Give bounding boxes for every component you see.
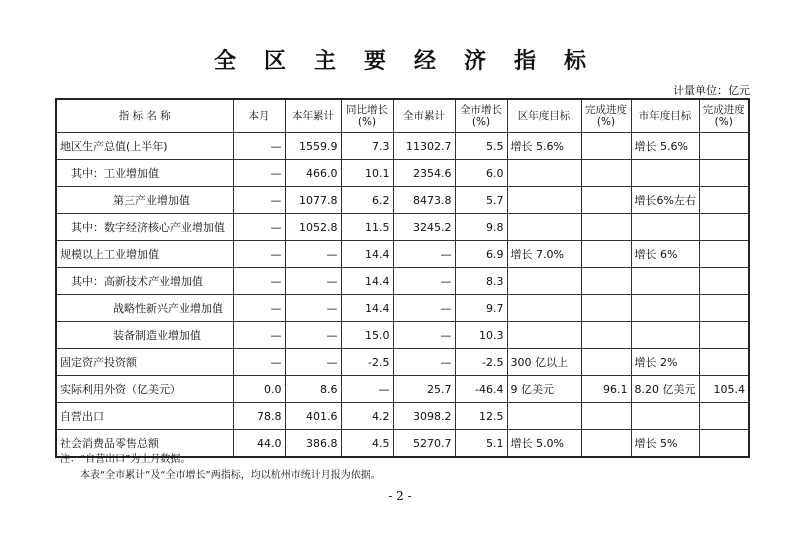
- table-cell: [631, 322, 699, 349]
- table-cell: 1077.8: [285, 187, 341, 214]
- table-cell: —: [393, 322, 455, 349]
- column-header: 全市累计: [393, 99, 455, 133]
- table-cell: 300 亿以上: [507, 349, 581, 376]
- table-row: [56, 376, 749, 403]
- table-row: [56, 187, 749, 214]
- table-cell: 11.5: [341, 214, 393, 241]
- table-cell: [581, 241, 631, 268]
- indicator-name: 地区生产总值(上半年): [56, 133, 233, 160]
- table-cell: 386.8: [285, 430, 341, 458]
- table-cell: 增长6%左右: [631, 187, 699, 214]
- table-cell: —: [285, 295, 341, 322]
- table-cell: —: [341, 376, 393, 403]
- table-cell: [581, 295, 631, 322]
- table-cell: [581, 403, 631, 430]
- table-row: [56, 160, 749, 187]
- table-cell: 增长 5.0%: [507, 430, 581, 458]
- table-cell: 14.4: [341, 268, 393, 295]
- table-cell: 4.2: [341, 403, 393, 430]
- table-cell: [699, 295, 749, 322]
- table-cell: [631, 295, 699, 322]
- table-cell: 15.0: [341, 322, 393, 349]
- indicator-name: 其中：高新技术产业增加值: [56, 268, 233, 295]
- indicator-name: 第三产业增加值: [56, 187, 233, 214]
- table-cell: 78.8: [233, 403, 285, 430]
- table-cell: [699, 241, 749, 268]
- table-cell: —: [233, 349, 285, 376]
- table-cell: 14.4: [341, 241, 393, 268]
- column-header: 同比增长 (%): [341, 99, 393, 133]
- note-line-1: 注：“自营出口”为上月数据。: [60, 454, 191, 465]
- table-cell: [699, 187, 749, 214]
- table-cell: 增长 5.6%: [507, 133, 581, 160]
- table-cell: 96.1: [581, 376, 631, 403]
- table-cell: 8.6: [285, 376, 341, 403]
- table-cell: [507, 214, 581, 241]
- table-cell: —: [285, 322, 341, 349]
- table-row: [56, 349, 749, 376]
- table-cell: [507, 268, 581, 295]
- indicator-name: 装备制造业增加值: [56, 322, 233, 349]
- table-cell: —: [285, 349, 341, 376]
- table-row: [56, 133, 749, 160]
- table-cell: 0.0: [233, 376, 285, 403]
- table-cell: 466.0: [285, 160, 341, 187]
- column-header: 指 标 名 称: [56, 99, 233, 133]
- table-cell: —: [233, 160, 285, 187]
- table-cell: —: [285, 268, 341, 295]
- table-cell: 105.4: [699, 376, 749, 403]
- table-cell: [507, 187, 581, 214]
- table-cell: 8473.8: [393, 187, 455, 214]
- table-cell: [631, 214, 699, 241]
- table-cell: 增长 5%: [631, 430, 699, 458]
- table-cell: [699, 403, 749, 430]
- table-cell: 8.20 亿美元: [631, 376, 699, 403]
- table-cell: 1052.8: [285, 214, 341, 241]
- table-cell: [581, 187, 631, 214]
- column-header: 本月: [233, 99, 285, 133]
- indicators-table: [55, 98, 750, 458]
- table-cell: [699, 160, 749, 187]
- table-cell: 14.4: [341, 295, 393, 322]
- table-cell: 增长 5.6%: [631, 133, 699, 160]
- table-cell: [507, 403, 581, 430]
- table-cell: 3098.2: [393, 403, 455, 430]
- table-cell: —: [393, 268, 455, 295]
- table-cell: 2354.6: [393, 160, 455, 187]
- table-cell: —: [233, 214, 285, 241]
- table-cell: —: [233, 268, 285, 295]
- table-header-row: [56, 99, 749, 133]
- table-cell: [581, 349, 631, 376]
- column-header: 区年度目标: [507, 99, 581, 133]
- table-row: [56, 295, 749, 322]
- table-cell: [507, 322, 581, 349]
- table-cell: —: [285, 241, 341, 268]
- table-cell: 增长 6%: [631, 241, 699, 268]
- table-cell: 8.3: [455, 268, 507, 295]
- table-cell: 3245.2: [393, 214, 455, 241]
- table-cell: [631, 160, 699, 187]
- table-cell: -2.5: [455, 349, 507, 376]
- table-cell: 10.3: [455, 322, 507, 349]
- table-cell: —: [233, 187, 285, 214]
- indicator-name: 规模以上工业增加值: [56, 241, 233, 268]
- table-cell: 9.7: [455, 295, 507, 322]
- table-row: [56, 241, 749, 268]
- table-cell: 6.9: [455, 241, 507, 268]
- table-cell: [581, 133, 631, 160]
- table-cell: [699, 214, 749, 241]
- indicator-name: 其中：数字经济核心产业增加值: [56, 214, 233, 241]
- table-cell: 5.1: [455, 430, 507, 458]
- table-cell: [699, 322, 749, 349]
- table-cell: [631, 403, 699, 430]
- table-cell: [699, 349, 749, 376]
- column-header: 市年度目标: [631, 99, 699, 133]
- table-cell: [507, 160, 581, 187]
- table-cell: 9 亿美元: [507, 376, 581, 403]
- table-cell: [699, 430, 749, 458]
- table-notes: [60, 452, 381, 484]
- indicator-name: 社会消费品零售总额: [56, 430, 233, 458]
- table-cell: 增长 7.0%: [507, 241, 581, 268]
- table-cell: [699, 268, 749, 295]
- table-cell: 11302.7: [393, 133, 455, 160]
- table-cell: [699, 133, 749, 160]
- table-cell: [581, 214, 631, 241]
- table-cell: 25.7: [393, 376, 455, 403]
- table-cell: 7.3: [341, 133, 393, 160]
- page-number: - 2 -: [388, 489, 412, 503]
- table-cell: 4.5: [341, 430, 393, 458]
- indicator-name: 实际利用外资（亿美元）: [56, 376, 233, 403]
- table-cell: —: [233, 322, 285, 349]
- table-row: [56, 322, 749, 349]
- table-cell: 5270.7: [393, 430, 455, 458]
- column-header: 本年累计: [285, 99, 341, 133]
- table-cell: -46.4: [455, 376, 507, 403]
- table-cell: [581, 322, 631, 349]
- table-cell: —: [393, 349, 455, 376]
- table-row: [56, 214, 749, 241]
- column-header: 全市增长 (%): [455, 99, 507, 133]
- unit-note: 计量单位：亿元: [673, 84, 750, 97]
- column-header: 完成进度 (%): [699, 99, 749, 133]
- page-title: 全区主要经济指标: [213, 49, 614, 74]
- table-cell: [581, 268, 631, 295]
- table-cell: —: [233, 133, 285, 160]
- table-cell: 9.8: [455, 214, 507, 241]
- indicator-name: 自营出口: [56, 403, 233, 430]
- table-row: [56, 403, 749, 430]
- indicator-name: 其中：工业增加值: [56, 160, 233, 187]
- table-cell: 44.0: [233, 430, 285, 458]
- table-cell: —: [233, 295, 285, 322]
- table-cell: —: [393, 295, 455, 322]
- table-cell: 增长 2%: [631, 349, 699, 376]
- table-cell: 6.0: [455, 160, 507, 187]
- table-cell: —: [393, 241, 455, 268]
- table-cell: 5.5: [455, 133, 507, 160]
- table-cell: [581, 160, 631, 187]
- column-header: 完成进度 (%): [581, 99, 631, 133]
- note-line-2: 本表“全市累计”及“全市增长”两指标，均以杭州市统计月报为依据。: [80, 470, 381, 481]
- indicator-name: 战略性新兴产业增加值: [56, 295, 233, 322]
- table-row: [56, 268, 749, 295]
- table-cell: [507, 295, 581, 322]
- table-cell: 6.2: [341, 187, 393, 214]
- table-cell: -2.5: [341, 349, 393, 376]
- table-cell: 5.7: [455, 187, 507, 214]
- table-cell: 12.5: [455, 403, 507, 430]
- table-cell: 1559.9: [285, 133, 341, 160]
- table-cell: 401.6: [285, 403, 341, 430]
- table-cell: [581, 430, 631, 458]
- indicator-name: 固定资产投资额: [56, 349, 233, 376]
- table-cell: [631, 268, 699, 295]
- table-cell: —: [233, 241, 285, 268]
- table-cell: 10.1: [341, 160, 393, 187]
